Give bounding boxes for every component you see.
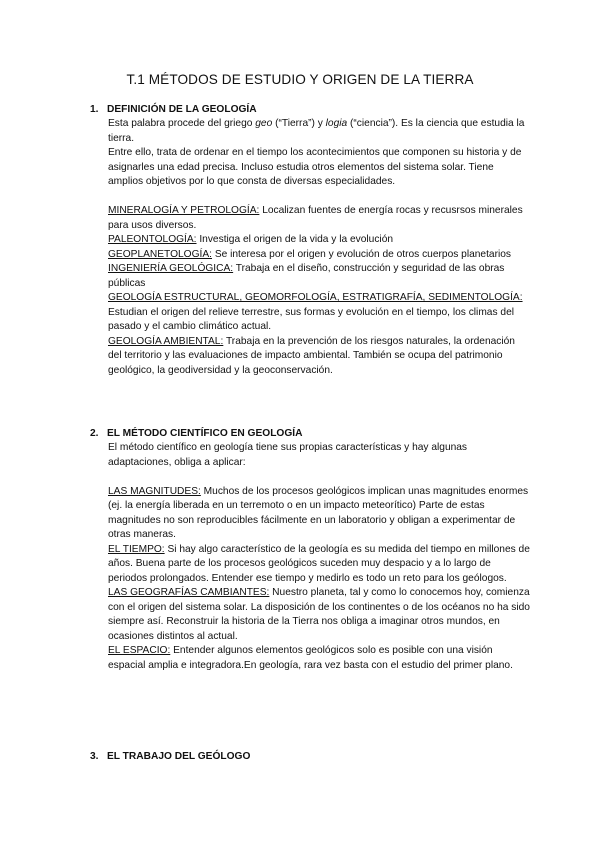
specialty-item <box>108 233 530 248</box>
section-heading <box>90 103 530 117</box>
section-trabajo-geologo <box>90 750 530 764</box>
adaptation-item <box>108 485 530 543</box>
adaptation-text: Si hay algo característico de la geología es su medida del tiempo en millones de años. Buena parte de los procesos geológicos suceden muy despacio y a lo largo de periodos prolongados. Entender ese tiempo y medirlo es todo un reto para los geólogos. <box>108 543 530 584</box>
italic-word: logia <box>325 118 348 129</box>
adaptation-term: EL ESPACIO: <box>108 645 171 656</box>
text-run: (“Tierra”) y <box>272 118 326 129</box>
specialty-term: MINERALOGÍA Y PETROLOGÍA: <box>108 205 260 216</box>
specialty-term: GEOPLANETOLOGÍA: <box>108 248 212 260</box>
specialty-text: Se interesa por el origen y evolución de otros cuerpos planetarios <box>211 248 511 260</box>
specialty-text: Estudian el origen del relieve terrestre, sus formas y evolución en el tiempo, los climas del pasado y el cambio climático actual. <box>108 306 514 332</box>
section-number: 3. <box>90 751 99 762</box>
specialty-item <box>108 291 530 335</box>
section-number: 2. <box>90 428 99 439</box>
specialty-term: INGENIERÍA GEOLÓGICA: <box>108 263 234 274</box>
adaptation-term: EL TIEMPO: <box>108 543 165 555</box>
section-definicion <box>90 103 530 378</box>
specialty-text: Trabaja en la prevención de los riesgos naturales, la ordenación del territorio y las evaluaciones de impacto ambiental. También se ocupa del patrimonio geológico, la geodiversidad y la geoconservación. <box>108 335 515 376</box>
adaptation-text: Entender algunos elementos geológicos solo es posible con una visión espacial amplia e integradora.En geología, rara vez basta con el estudio del primer plano. <box>108 645 513 671</box>
adaptation-text: Muchos de los procesos geológicos implican unas magnitudes enormes (ej. la energía liberada en un terremoto o en un impacto meteorítico) Parte de estas magnitudes no son reproducibles fácilmente en un laboratorio y obligan a experimentar de otras maneras. <box>108 485 529 540</box>
text-run: (“ciencia”). Es la ciencia que estudia la tierra. <box>108 118 525 144</box>
section-title: EL TRABAJO DEL GEÓLOGO <box>107 751 251 762</box>
adaptation-term: LAS GEOGRAFÍAS CAMBIANTES: <box>108 587 270 598</box>
specialty-item <box>108 248 530 263</box>
specialty-item <box>108 335 530 379</box>
specialty-item <box>108 262 530 291</box>
spacer <box>108 190 530 205</box>
specialty-term: GEOLOGÍA ESTRUCTURAL, GEOMORFOLOGÍA, ESTRATIGRAFÍA, SEDIMENTOLOGÍA: <box>108 292 523 303</box>
adaptation-text: Nuestro planeta, tal y como lo conocemos hoy, comienza con el origen del sistema solar. La disposición de los continentes o de los océanos no ha sido siempre así. Reconstruir la historia de la Tierra nos obliga a imaginar otros mundos, en ocasiones distintos al actual. <box>108 587 530 642</box>
paragraph: Entre ello, trata de ordenar en el tiempo los acontecimientos que componen su historia y de asignarles una edad precisa. Incluso estudia otros elementos del sistema solar. Tiene amplios objetivos por lo que consta de diversas especialidades. <box>108 147 522 187</box>
specialty-text: Localizan fuentes de energía rocas y recusrsos minerales para usos diversos. <box>108 205 523 231</box>
spacer <box>108 470 530 485</box>
section-body <box>108 117 530 378</box>
adaptation-item <box>108 543 530 587</box>
document-title: T.1 MÉTODOS DE ESTUDIO Y ORIGEN DE LA TIERRA <box>126 72 474 87</box>
section-title: DEFINICIÓN DE LA GEOLOGÍA <box>107 104 257 115</box>
specialty-text: Trabaja en el diseño, construcción y seguridad de las obras públicas <box>108 263 505 289</box>
specialty-item <box>108 204 530 233</box>
section-title: EL MÉTODO CIENTÍFICO EN GEOLOGÍA <box>107 428 303 439</box>
specialty-text: Investiga el origen de la vida y la evolución <box>196 234 394 245</box>
section-heading <box>90 427 530 441</box>
section-body <box>108 441 530 673</box>
specialty-term: GEOLOGÍA AMBIENTAL: <box>108 335 224 347</box>
paragraph: El método científico en geología tiene sus propias características y hay algunas adaptaciones, obliga a aplicar: <box>108 442 468 468</box>
text-run: Esta palabra procede del griego <box>108 118 256 129</box>
italic-word: geo <box>255 118 273 129</box>
section-metodo-cientifico <box>90 427 530 673</box>
section-number: 1. <box>90 104 99 115</box>
adaptation-item <box>108 644 530 673</box>
section-heading <box>90 750 530 764</box>
adaptation-term: LAS MAGNITUDES: <box>108 485 201 497</box>
adaptation-item <box>108 586 530 644</box>
paragraph <box>108 117 530 146</box>
specialty-term: PALEONTOLOGÍA: <box>108 234 197 245</box>
